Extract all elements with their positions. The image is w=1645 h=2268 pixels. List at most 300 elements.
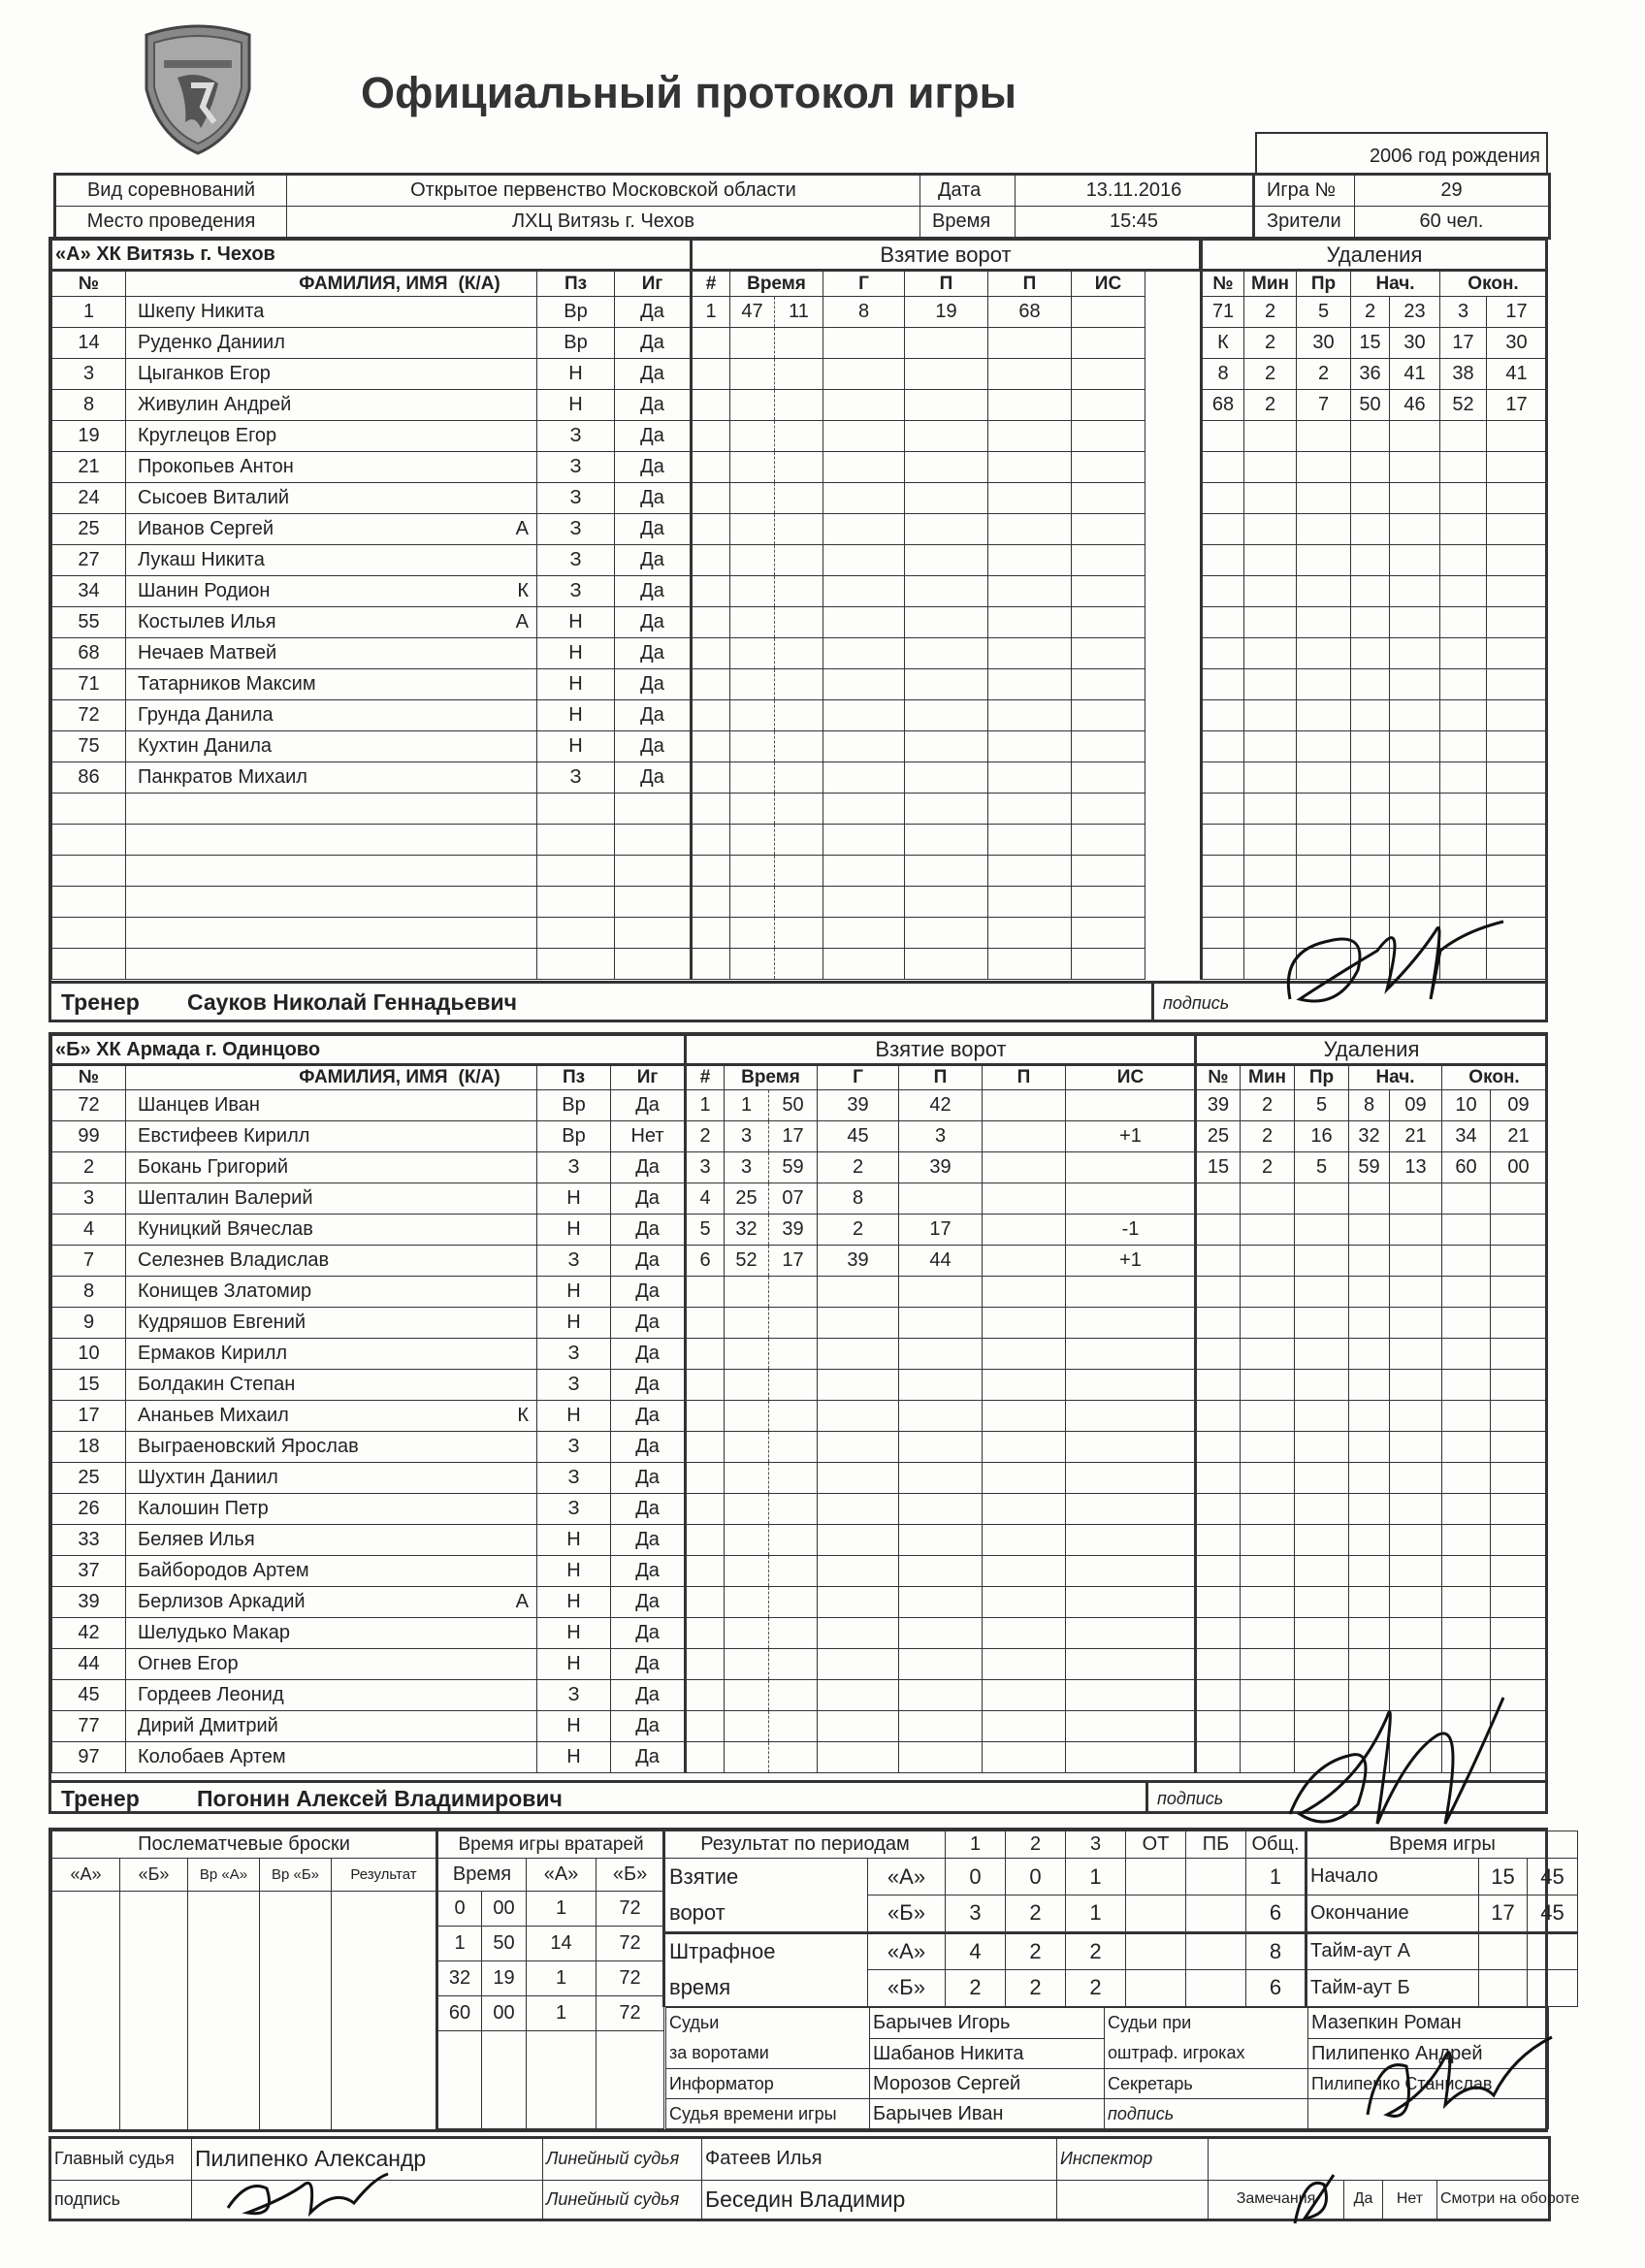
table-row: [692, 545, 1200, 576]
team-a-goals: [690, 240, 1200, 980]
goal-assist-1: [899, 1649, 983, 1680]
player-captain: [456, 856, 537, 887]
goal-assist-2: [988, 825, 1072, 856]
table-row: [1196, 1556, 1547, 1587]
player-name: Болдакин Степан: [126, 1370, 456, 1401]
penalty-end-min: 60: [1442, 1152, 1491, 1183]
table-row: [1202, 483, 1547, 514]
goal-strength: [1072, 762, 1145, 794]
table-row: [692, 390, 1200, 421]
period-results-table: [662, 1831, 1578, 2007]
player-captain: [456, 887, 537, 918]
team-b-penalties: [1194, 1035, 1547, 1773]
goal-second: [769, 1525, 818, 1556]
penalty-end-sec: 00: [1491, 1152, 1547, 1183]
goal-strength: [1072, 949, 1145, 980]
table-row: [686, 1618, 1196, 1649]
goal-minute: [725, 1432, 769, 1463]
goal-number: [686, 1277, 725, 1308]
gk-second: 00: [482, 1996, 527, 2031]
goal-strength: [1066, 1649, 1196, 1680]
time-label: Время: [920, 207, 1016, 239]
goal-assist-2: [988, 949, 1072, 980]
penalty-reason: [1295, 1463, 1349, 1494]
penalty-minutes: [1241, 1556, 1295, 1587]
player-captain: [456, 1183, 537, 1215]
goal-strength: [1072, 731, 1145, 762]
penalty-player: [1196, 1494, 1241, 1525]
goal-second: [775, 421, 823, 452]
goal-strength: [1072, 825, 1145, 856]
penalty-end-min: 52: [1440, 390, 1487, 421]
penalty-end-sec: [1487, 794, 1547, 825]
penalty-end-min: [1442, 1556, 1491, 1587]
penalty-player: [1196, 1370, 1241, 1401]
table-row: [52, 918, 691, 949]
penalty-end-min: [1442, 1339, 1491, 1370]
player-position: Н: [537, 1711, 611, 1742]
player-position: [537, 887, 615, 918]
penalty-start-min: [1349, 1308, 1390, 1339]
penalty-reason: 30: [1297, 328, 1351, 359]
penalty-end-sec: [1491, 1370, 1547, 1401]
player-name: [126, 887, 456, 918]
goal-strength: [1066, 1618, 1196, 1649]
goal-number: [692, 918, 730, 949]
penalty-reason: 5: [1295, 1152, 1349, 1183]
penalty-minutes: 2: [1241, 1090, 1295, 1121]
table-row: [692, 949, 1200, 980]
goal-number: [692, 328, 730, 359]
table-row: [1202, 700, 1547, 731]
table-row: [686, 1183, 1196, 1215]
player-position: Н: [537, 1556, 611, 1587]
venue: ЛХЦ Витязь г. Чехов: [287, 207, 920, 239]
goal-assist-1: [899, 1525, 983, 1556]
table-row: [52, 949, 691, 980]
goal-assist-2: [983, 1680, 1066, 1711]
goal-second: [775, 794, 823, 825]
gk-cell: [437, 2031, 482, 2129]
goal-assist-2: [988, 638, 1072, 669]
player-position: Н: [537, 1401, 611, 1432]
penalty-player: [1202, 700, 1244, 731]
penalty-minutes: [1241, 1618, 1295, 1649]
goal-minute: [725, 1587, 769, 1618]
shootout-cell: [120, 1892, 188, 2130]
penalty-end-sec: [1487, 545, 1547, 576]
goal-second: [769, 1711, 818, 1742]
penalty-start-sec: [1390, 1308, 1442, 1339]
table-row: [692, 825, 1200, 856]
player-position: З: [537, 452, 615, 483]
player-name: Круглецов Егор: [126, 421, 456, 452]
penalty-reason: [1295, 1401, 1349, 1432]
goal-assist-2: [983, 1742, 1066, 1773]
penalty-reason: [1295, 1308, 1349, 1339]
penalty-start-min: 59: [1349, 1152, 1390, 1183]
game-info-table: [53, 173, 1551, 240]
column-position: Пз: [537, 1065, 611, 1090]
player-name: [126, 949, 456, 980]
column-scorer: Г: [823, 271, 905, 297]
column-played: Иг: [615, 271, 691, 297]
player-played: Да: [615, 421, 691, 452]
penalty-start-min: [1349, 1432, 1390, 1463]
goal-minute: [730, 731, 775, 762]
player-position: З: [537, 1494, 611, 1525]
player-played: Да: [615, 514, 691, 545]
penalty-end-sec: [1491, 1183, 1547, 1215]
shootout-table: [51, 1831, 436, 2129]
penalty-start-min: [1351, 700, 1390, 731]
penalty-start-sec: [1390, 1618, 1442, 1649]
penalty-start-sec: 13: [1390, 1152, 1442, 1183]
table-row: [1202, 514, 1547, 545]
penalty-end-min: [1442, 1277, 1491, 1308]
player-played: Да: [611, 1711, 685, 1742]
goal-scorer: [818, 1370, 899, 1401]
player-captain: [456, 1432, 537, 1463]
penalty-reason: [1297, 483, 1351, 514]
player-name: Берлизов Аркадий: [126, 1587, 456, 1618]
goal-number: 2: [686, 1121, 725, 1152]
penalty-player: [1196, 1463, 1241, 1494]
goal-number: [686, 1308, 725, 1339]
table-row: [1196, 1494, 1547, 1525]
penalty-judges-label: Судьи при: [1105, 2008, 1308, 2039]
goal-scorer: [818, 1587, 899, 1618]
goal-scorer: [823, 700, 905, 731]
goal-assist-1: 39: [899, 1152, 983, 1183]
penalty-start-min: [1349, 1401, 1390, 1432]
penalty-reason: [1297, 514, 1351, 545]
head-referee-label: Главный судья: [50, 2138, 192, 2181]
penalty-reason: [1295, 1370, 1349, 1401]
goal-assist-2: [983, 1215, 1066, 1246]
goal-scorer: [823, 359, 905, 390]
goal-minute: [730, 762, 775, 794]
player-position: Н: [537, 1649, 611, 1680]
period-value: 1: [1066, 1895, 1126, 1932]
goal-minute: [725, 1401, 769, 1432]
table-row: [52, 1152, 685, 1183]
table-row: [1196, 1463, 1547, 1494]
player-number: 37: [52, 1556, 126, 1587]
table-row: [52, 1308, 685, 1339]
table-row: [1202, 607, 1547, 638]
team-a-roster: [51, 240, 691, 980]
player-played: Да: [611, 1277, 685, 1308]
penalty-end-sec: [1487, 669, 1547, 700]
table-row: [52, 545, 691, 576]
penalty-end-min: [1440, 452, 1487, 483]
coach-label: Тренер: [61, 1786, 140, 1811]
player-captain: [456, 390, 537, 421]
goal-second: [775, 762, 823, 794]
gk-minute: 32: [437, 1961, 482, 1996]
table-row: [1196, 1401, 1547, 1432]
player-captain: [456, 1618, 537, 1649]
goal-assist-1: [905, 514, 988, 545]
goal-minute: [730, 949, 775, 980]
player-number: 25: [52, 514, 126, 545]
goal-minute: [730, 700, 775, 731]
player-played: Да: [615, 607, 691, 638]
player-captain: А: [456, 514, 537, 545]
table-row: [664, 1969, 1578, 2006]
player-played: Да: [615, 452, 691, 483]
goal-assist-1: [899, 1494, 983, 1525]
goal-assist-1: 3: [899, 1121, 983, 1152]
goal-assist-2: [988, 856, 1072, 887]
goal-strength: [1072, 576, 1145, 607]
goal-second: [775, 328, 823, 359]
informer-label: Информатор: [666, 2069, 870, 2099]
player-number: 14: [52, 328, 126, 359]
player-number: [52, 825, 126, 856]
goal-minute: [725, 1556, 769, 1587]
player-number: 26: [52, 1494, 126, 1525]
player-number: 9: [52, 1308, 126, 1339]
penalty-start-min: [1351, 545, 1390, 576]
penalty-start-sec: [1390, 1494, 1442, 1525]
player-played: [615, 918, 691, 949]
penalty-start-sec: [1390, 762, 1440, 794]
goal-scorer: 39: [818, 1090, 899, 1121]
goal-assist-2: [983, 1308, 1066, 1339]
player-position: З: [537, 1152, 611, 1183]
penalty-start-min: 32: [1349, 1121, 1390, 1152]
penalty-start-sec: [1390, 545, 1440, 576]
column-position: Пз: [537, 271, 615, 297]
penalty-start-min: 2: [1351, 297, 1390, 328]
player-captain: [456, 949, 537, 980]
game-time-label: Тайм-аут А: [1306, 1932, 1479, 1969]
goal-assist-2: [983, 1183, 1066, 1215]
table-row: [52, 390, 691, 421]
period-value: [1126, 1969, 1186, 2006]
table-row: [1196, 1246, 1547, 1277]
player-captain: [456, 1525, 537, 1556]
penalty-end-sec: [1491, 1525, 1547, 1556]
table-row: [686, 1742, 1196, 1773]
penalty-start-min: [1351, 514, 1390, 545]
goal-number: 1: [692, 297, 730, 328]
game-time-minute: 45: [1528, 1859, 1578, 1895]
signature-team-b: [1271, 1678, 1523, 1843]
table-row: [1202, 669, 1547, 700]
goal-strength: [1072, 856, 1145, 887]
penalty-minutes: [1244, 545, 1297, 576]
penalty-end-min: 3: [1440, 297, 1487, 328]
goal-scorer: [818, 1711, 899, 1742]
table-row: [692, 607, 1200, 638]
player-name: Шкепу Никита: [126, 297, 456, 328]
player-number: 19: [52, 421, 126, 452]
penalty-end-min: [1440, 638, 1487, 669]
player-position: Вр: [537, 297, 615, 328]
goal-strength: [1072, 483, 1145, 514]
goal-number: 3: [686, 1152, 725, 1183]
coach-label: Тренер: [61, 989, 140, 1015]
goal-minute: 52: [725, 1246, 769, 1277]
table-row: [686, 1215, 1196, 1246]
penalty-start-sec: [1390, 794, 1440, 825]
column-assist-2: П: [983, 1065, 1066, 1090]
goal-second: [769, 1308, 818, 1339]
goal-assist-2: [988, 607, 1072, 638]
goal-strength: -1: [1066, 1215, 1196, 1246]
penalty-player: [1202, 825, 1244, 856]
player-played: Да: [611, 1618, 685, 1649]
penalty-end-sec: [1487, 731, 1547, 762]
player-name: Селезнев Владислав: [126, 1246, 456, 1277]
penalty-minutes: 2: [1244, 297, 1297, 328]
player-played: Да: [611, 1246, 685, 1277]
table-row: [437, 1961, 664, 1996]
goal-assist-1: [899, 1711, 983, 1742]
column-scorer: Г: [818, 1065, 899, 1090]
goal-minute: [725, 1742, 769, 1773]
penalty-player: [1196, 1525, 1241, 1556]
penalty-start-min: [1349, 1587, 1390, 1618]
penalty-minutes: [1241, 1370, 1295, 1401]
player-name: [126, 856, 456, 887]
penalty-start-min: [1351, 825, 1390, 856]
player-name: Бокань Григорий: [126, 1152, 456, 1183]
player-number: 10: [52, 1339, 126, 1370]
table-row: [692, 359, 1200, 390]
table-row: [52, 1680, 685, 1711]
goal-scorer: [818, 1618, 899, 1649]
goal-second: [769, 1649, 818, 1680]
table-row: [686, 1463, 1196, 1494]
goal-assist-1: [905, 421, 988, 452]
penalty-end-sec: [1491, 1215, 1547, 1246]
table-row: [52, 1525, 685, 1556]
player-played: Да: [611, 1215, 685, 1246]
penalty-player: [1196, 1618, 1241, 1649]
goal-strength: +1: [1066, 1121, 1196, 1152]
goal-minute: [725, 1339, 769, 1370]
penalty-end-min: [1442, 1183, 1491, 1215]
table-row: [52, 1618, 685, 1649]
goal-strength: [1072, 887, 1145, 918]
player-name: Куницкий Вячеслав: [126, 1215, 456, 1246]
goal-minute: [730, 483, 775, 514]
spectators-label: Зрители: [1254, 207, 1355, 239]
player-position: Н: [537, 1525, 611, 1556]
penalty-minutes: [1241, 1339, 1295, 1370]
penalty-start-sec: [1390, 1215, 1442, 1246]
table-row: [692, 483, 1200, 514]
goal-assist-1: 19: [905, 297, 988, 328]
goal-minute: [730, 514, 775, 545]
gk-team-a: 1: [527, 1961, 597, 1996]
goal-second: [775, 638, 823, 669]
player-played: [615, 949, 691, 980]
goal-assist-2: [983, 1090, 1066, 1121]
penalty-start-sec: 46: [1390, 390, 1440, 421]
period-value: 2: [1006, 1969, 1066, 2006]
player-position: Н: [537, 669, 615, 700]
player-captain: [456, 669, 537, 700]
table-row: [52, 638, 691, 669]
goal-second: [769, 1401, 818, 1432]
penalty-reason: 5: [1297, 297, 1351, 328]
period-value: [1186, 1895, 1246, 1932]
penalty-player: [1196, 1680, 1241, 1711]
column-penalty-player: №: [1202, 271, 1244, 297]
goal-number: 1: [686, 1090, 725, 1121]
period-row-team: «А»: [868, 1859, 946, 1895]
penalty-start-sec: [1390, 700, 1440, 731]
penalty-player: [1196, 1401, 1241, 1432]
penalty-start-sec: [1390, 1556, 1442, 1587]
goal-assist-1: [899, 1618, 983, 1649]
goal-number: [686, 1711, 725, 1742]
gk-minute: 0: [437, 1892, 482, 1927]
player-name: Дирий Дмитрий: [126, 1711, 456, 1742]
table-row: [1196, 1618, 1547, 1649]
goal-number: [686, 1339, 725, 1370]
player-position: З: [537, 421, 615, 452]
penalty-minutes: 2: [1241, 1152, 1295, 1183]
goal-strength: [1066, 1090, 1196, 1121]
goal-number: [692, 669, 730, 700]
goal-assist-2: [983, 1649, 1066, 1680]
shootout-column: «А»: [52, 1859, 120, 1892]
penalty-end-min: [1442, 1494, 1491, 1525]
player-played: [615, 856, 691, 887]
penalty-end-sec: [1487, 452, 1547, 483]
player-name: [126, 825, 456, 856]
penalty-end-min: 10: [1442, 1090, 1491, 1121]
penalty-end-min: [1440, 607, 1487, 638]
goal-judge-1: Барычев Игорь: [870, 2008, 1105, 2039]
goal-second: [775, 452, 823, 483]
shootout-cell: [188, 1892, 260, 2130]
table-row: [52, 1711, 685, 1742]
goal-assist-1: [899, 1401, 983, 1432]
table-row: [686, 1121, 1196, 1152]
penalty-player: 25: [1196, 1121, 1241, 1152]
goal-minute: [730, 638, 775, 669]
table-row: [686, 1587, 1196, 1618]
goal-minute: [730, 359, 775, 390]
player-number: [52, 918, 126, 949]
table-row: [52, 794, 691, 825]
table-row: [686, 1494, 1196, 1525]
penalty-reason: [1297, 825, 1351, 856]
player-position: Н: [537, 1587, 611, 1618]
table-row: [1196, 1649, 1547, 1680]
period-value: 2: [946, 1969, 1006, 2006]
goal-number: [692, 638, 730, 669]
column-penalty-player: №: [1196, 1065, 1241, 1090]
goal-second: 17: [769, 1246, 818, 1277]
team-a-penalties: [1200, 240, 1547, 980]
goal-second: [775, 514, 823, 545]
penalty-start-sec: [1390, 825, 1440, 856]
table-row: [692, 514, 1200, 545]
player-played: [615, 825, 691, 856]
penalty-start-sec: [1390, 1525, 1442, 1556]
goal-assist-1: [899, 1587, 983, 1618]
penalty-minutes: 2: [1244, 359, 1297, 390]
column-strength: ИС: [1066, 1065, 1196, 1090]
